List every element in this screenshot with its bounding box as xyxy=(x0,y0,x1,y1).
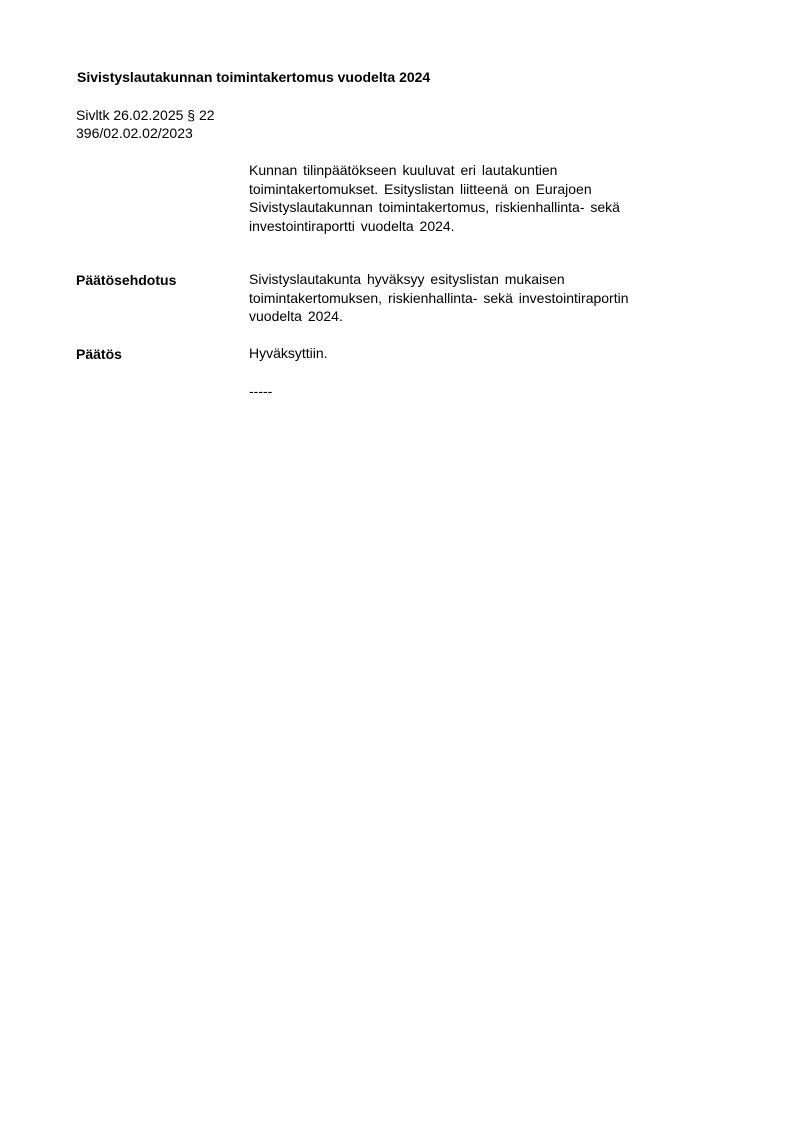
proposal-line: toimintakertomuksen, riskienhallinta- sekä investointiraportin xyxy=(249,289,629,306)
proposal-line: vuodelta 2024. xyxy=(249,308,343,324)
end-separator: ----- xyxy=(249,383,273,399)
end-separator-block xyxy=(249,382,689,401)
intro-line: Kunnan tilinpäätökseen kuuluvat eri lautakuntien xyxy=(249,162,558,178)
document-meta xyxy=(76,106,215,142)
proposal-paragraph xyxy=(249,270,689,326)
proposal-line: Sivistyslautakunta hyväksyy esityslistan mukaisen xyxy=(249,271,565,287)
decision-label: Päätös xyxy=(76,346,122,362)
intro-paragraph xyxy=(249,161,689,235)
document-title: Sivistyslautakunnan toimintakertomus vuodelta 2024 xyxy=(77,69,431,85)
intro-line: toimintakertomukset. Esityslistan liitteenä on Eurajoen xyxy=(249,180,592,197)
meeting-reference: Sivltk 26.02.2025 § 22 xyxy=(76,107,215,123)
proposal-label: Päätösehdotus xyxy=(76,272,177,288)
decision-paragraph xyxy=(249,344,689,363)
intro-line: Sivistyslautakunnan toimintakertomus, riskienhallinta- sekä xyxy=(249,199,620,215)
intro-line: investointiraportti vuodelta 2024. xyxy=(249,217,455,234)
case-number: 396/02.02.02/2023 xyxy=(76,125,193,141)
decision-text: Hyväksyttiin. xyxy=(249,345,328,361)
